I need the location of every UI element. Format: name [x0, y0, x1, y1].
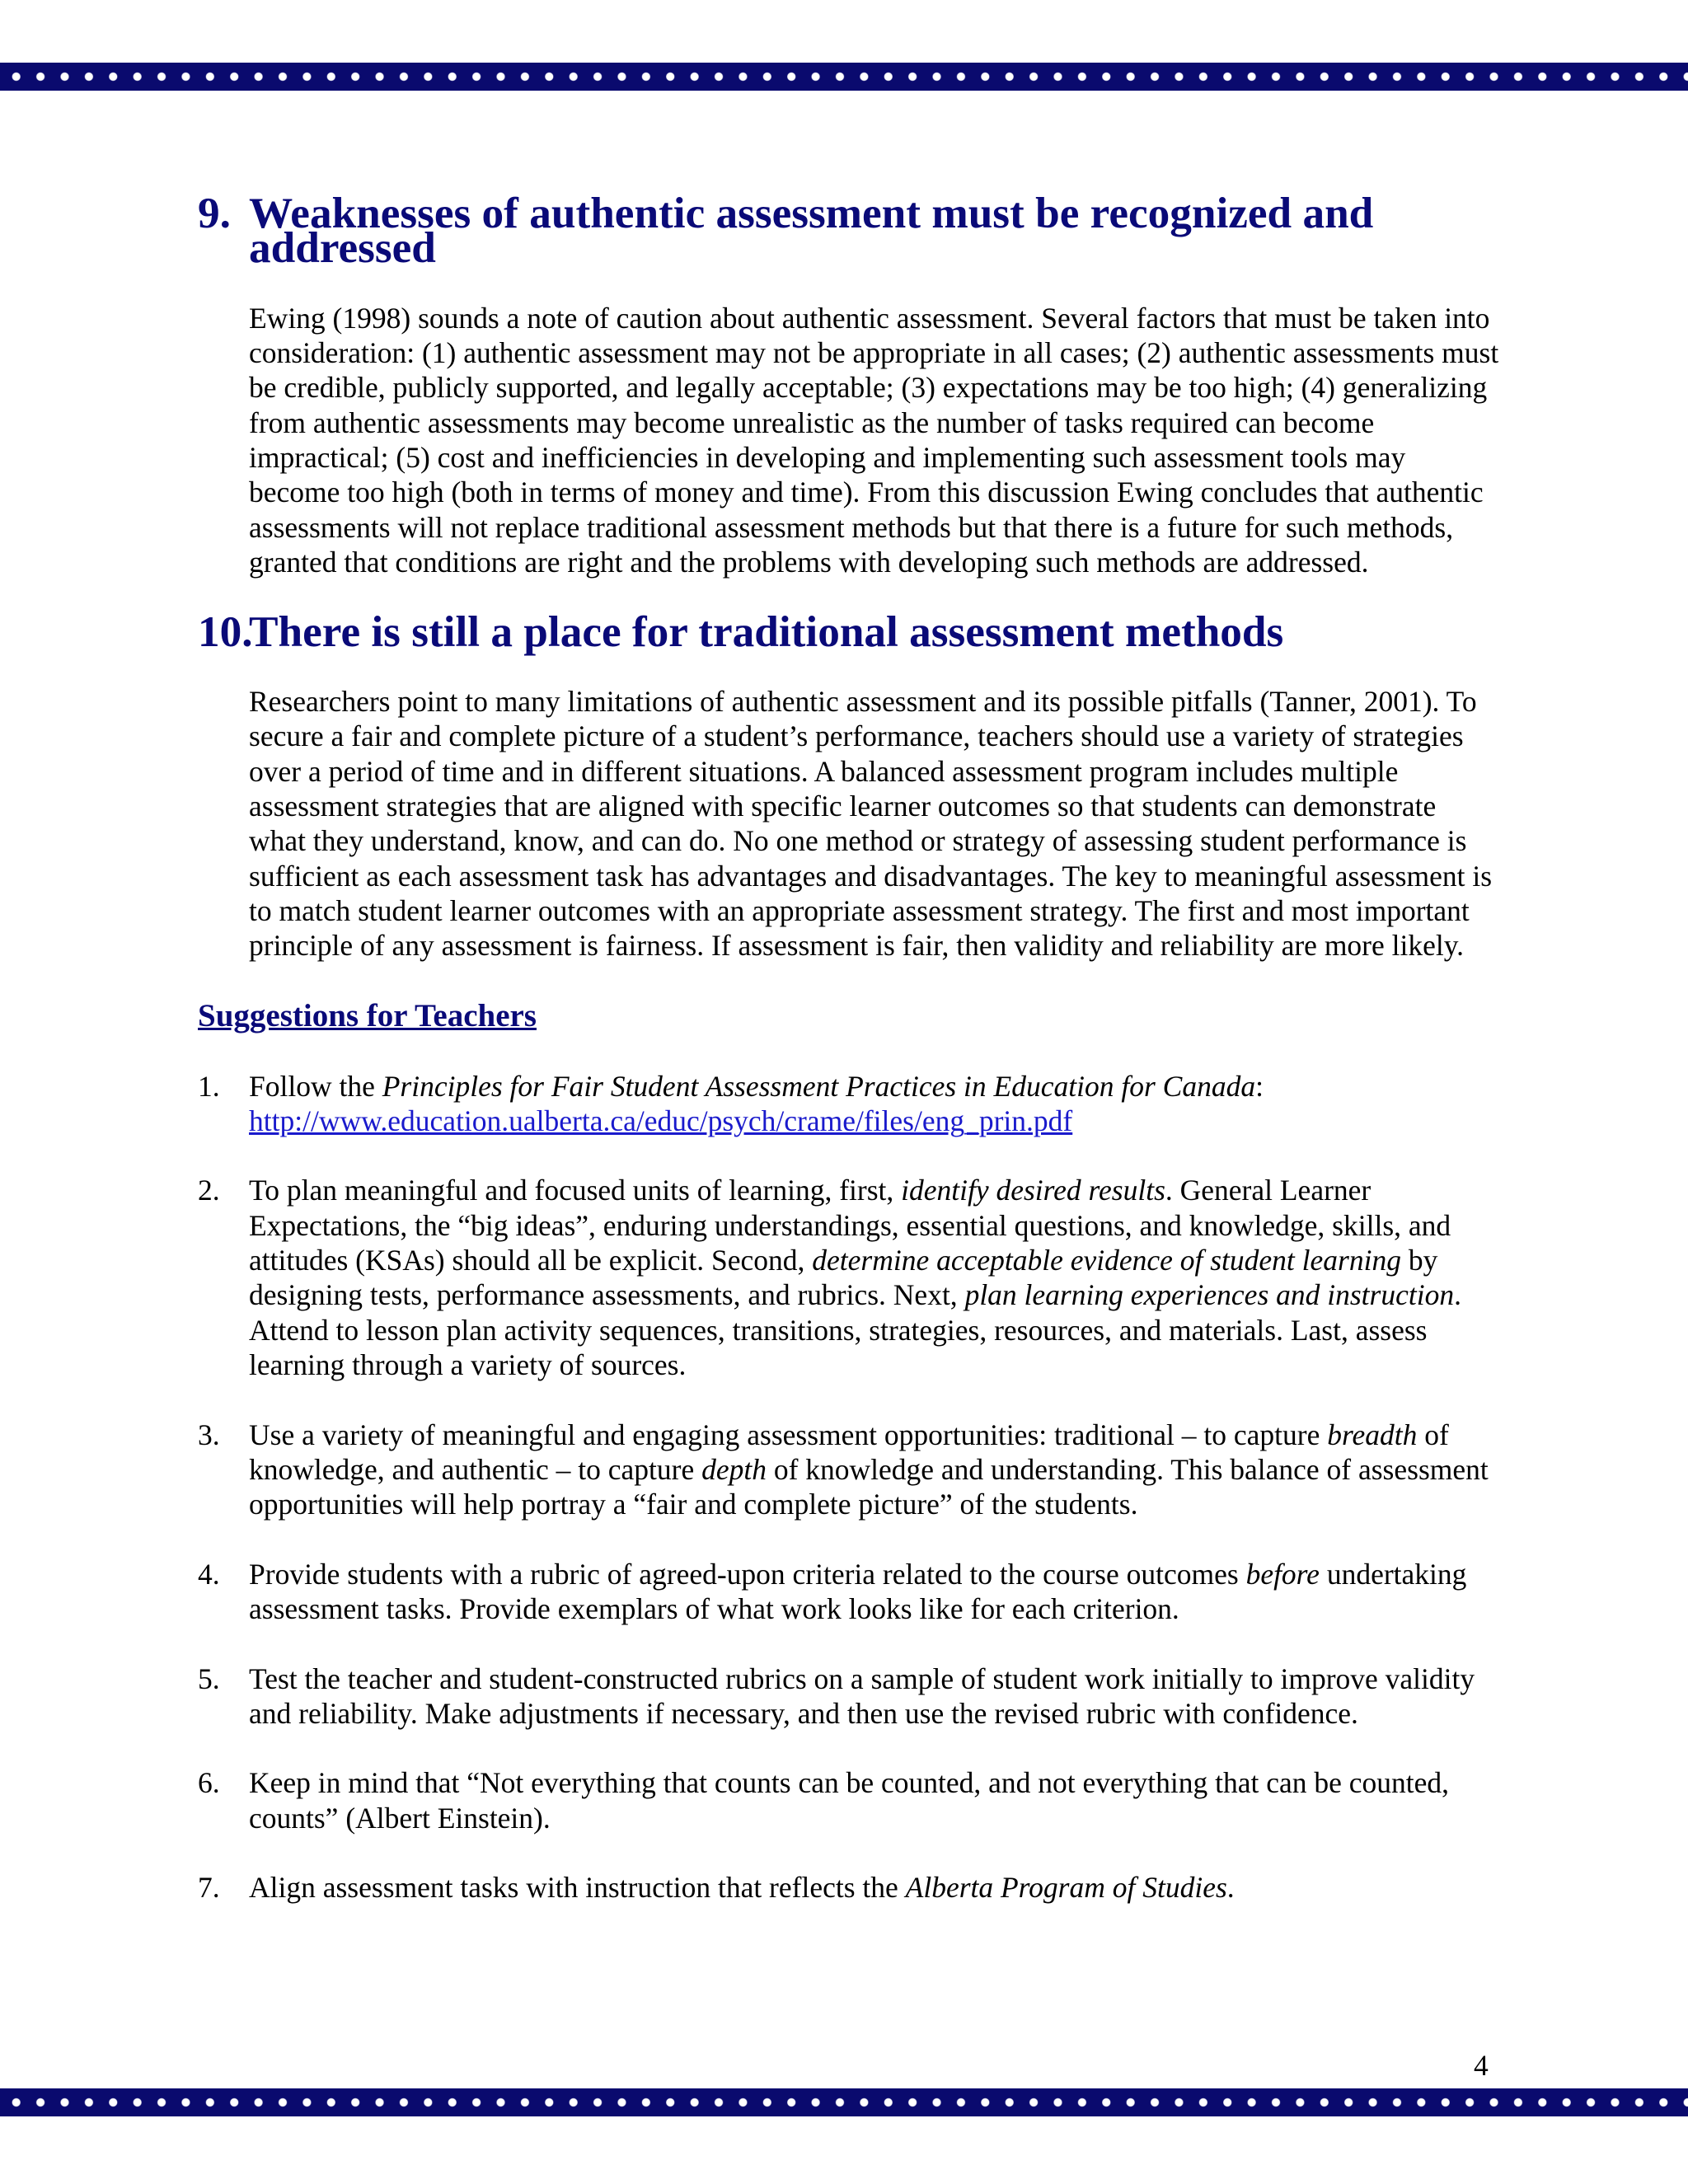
item-italic-text: plan learning experiences and instruction	[964, 1278, 1455, 1312]
list-item	[198, 1661, 1500, 1732]
item-text: . Attend to lesson plan activity sequences, transitions, strategies, resources, and materials. Last, assess learning through a variety of sources.	[249, 1278, 1461, 1381]
section-heading	[198, 607, 1500, 656]
item-number: 5.	[198, 1661, 220, 1695]
item-text: To plan meaningful and focused units of learning, first,	[249, 1174, 902, 1207]
item-text: of knowledge and understanding. This balance of assessment opportunities will help portray a “fair and complete picture” of the students.	[249, 1452, 1489, 1521]
list-item	[198, 1069, 1500, 1139]
item-text: by designing tests, performance assessments, and rubrics. Next,	[249, 1244, 1438, 1312]
item-text: undertaking assessment tasks. Provide exemplars of what work looks like for each criterion.	[249, 1557, 1467, 1625]
item-number: 4.	[198, 1557, 220, 1591]
item-italic-text: determine acceptable evidence of student learning	[812, 1244, 1401, 1277]
item-italic-text: Principles for Fair Student Assessment Practices in Education for Canada	[382, 1069, 1256, 1103]
item-text: :	[1255, 1069, 1264, 1103]
section-paragraph: Ewing (1998) sounds a note of caution about authentic assessment. Several factors that must be taken into consideration: (1) authentic assessment may not be appropriate in all cases; (2) authentic assessments must be credible, publicly supported, and legally acceptable; (3) expectations may be too high; (4) generalizing from authentic assessments may become unrealistic as the number of tasks required can become impractical; (5) cost and inefficiencies in developing and implementing such assessment tools may become too high (both in terms of money and time). From this discussion Ewing concludes that authentic assessments will not replace traditional assessment methods but that there is a future for such methods, granted that conditions are right and the problems with developing such methods are addressed.	[249, 301, 1499, 579]
section-title: Weaknesses of authentic assessment must be recognized and addressed	[249, 189, 1374, 273]
item-text: Follow the	[249, 1069, 382, 1103]
principles-pdf-link[interactable]: http://www.education.ualberta.ca/educ/psych/crame/files/eng_prin.pdf	[249, 1104, 1073, 1137]
item-number: 2.	[198, 1174, 220, 1207]
suggestions-title: Suggestions for Teachers	[198, 997, 537, 1033]
page-number: 4	[1474, 2049, 1489, 2082]
item-text: . General Learner Expectations, the “big ideas”, enduring understandings, essential questions, and knowledge, skills, and attitudes (KSAs) should all be explicit. Second,	[249, 1174, 1451, 1277]
section-9	[198, 189, 1500, 579]
item-italic-text: depth	[701, 1452, 767, 1486]
list-item	[198, 1870, 1500, 1905]
item-text: Test the teacher and student-constructed rubrics on a sample of student work initially to improve validity and reliability. Make adjustments if necessary, and then use the revised rubric with confidence.	[249, 1661, 1475, 1730]
item-text: .	[1226, 1871, 1235, 1905]
bottom-dotted-border	[0, 2088, 1688, 2116]
section-title: There is still a place for traditional assessment methods	[249, 607, 1284, 656]
item-italic-text: before	[1245, 1557, 1320, 1591]
list-item	[198, 1557, 1500, 1627]
list-item	[198, 1418, 1500, 1522]
suggestions-list	[198, 1069, 1500, 1905]
item-text: of knowledge, and authentic – to capture	[249, 1418, 1449, 1486]
item-number: 3.	[198, 1418, 220, 1451]
section-number: 9.	[198, 189, 231, 237]
item-text: Keep in mind that “Not everything that counts can be counted, and not everything that can be counted, counts” (Albert Einstein).	[249, 1766, 1450, 1835]
item-text: Align assessment tasks with instruction that reflects the	[249, 1871, 906, 1905]
item-italic-text: Alberta Program of Studies	[905, 1871, 1227, 1905]
section-10	[198, 607, 1500, 963]
section-paragraph: Researchers point to many limitations of authentic assessment and its possible pitfalls (Tanner, 2001). To secure a fair and complete picture of a student’s performance, teachers should use a variety of strategies over a period of time and in different situations. A balanced assessment program includes multiple assessment strategies that are aligned with specific learner outcomes so that students can demonstrate what they understand, know, and can do. No one method or strategy of assessing student performance is sufficient as each assessment task has advantages and disadvantages. The key to meaningful assessment is to match student learner outcomes with an appropriate assessment strategy. The first and most important principle of any assessment is fairness. If assessment is fair, then validity and reliability are more likely.	[249, 685, 1493, 963]
section-number: 10.	[198, 607, 253, 656]
list-item	[198, 1765, 1500, 1835]
list-item	[198, 1173, 1500, 1382]
item-text: Provide students with a rubric of agreed-upon criteria related to the course outcomes	[249, 1557, 1246, 1591]
section-heading	[198, 189, 1500, 273]
item-number: 7.	[198, 1871, 220, 1905]
item-number: 6.	[198, 1766, 220, 1800]
top-dotted-border	[0, 63, 1688, 91]
item-text: Use a variety of meaningful and engaging assessment opportunities: traditional – to capture	[249, 1418, 1328, 1451]
item-number: 1.	[198, 1069, 220, 1103]
item-italic-text: identify desired results	[901, 1174, 1165, 1207]
item-italic-text: breadth	[1327, 1418, 1418, 1451]
document-body	[198, 189, 1500, 1905]
